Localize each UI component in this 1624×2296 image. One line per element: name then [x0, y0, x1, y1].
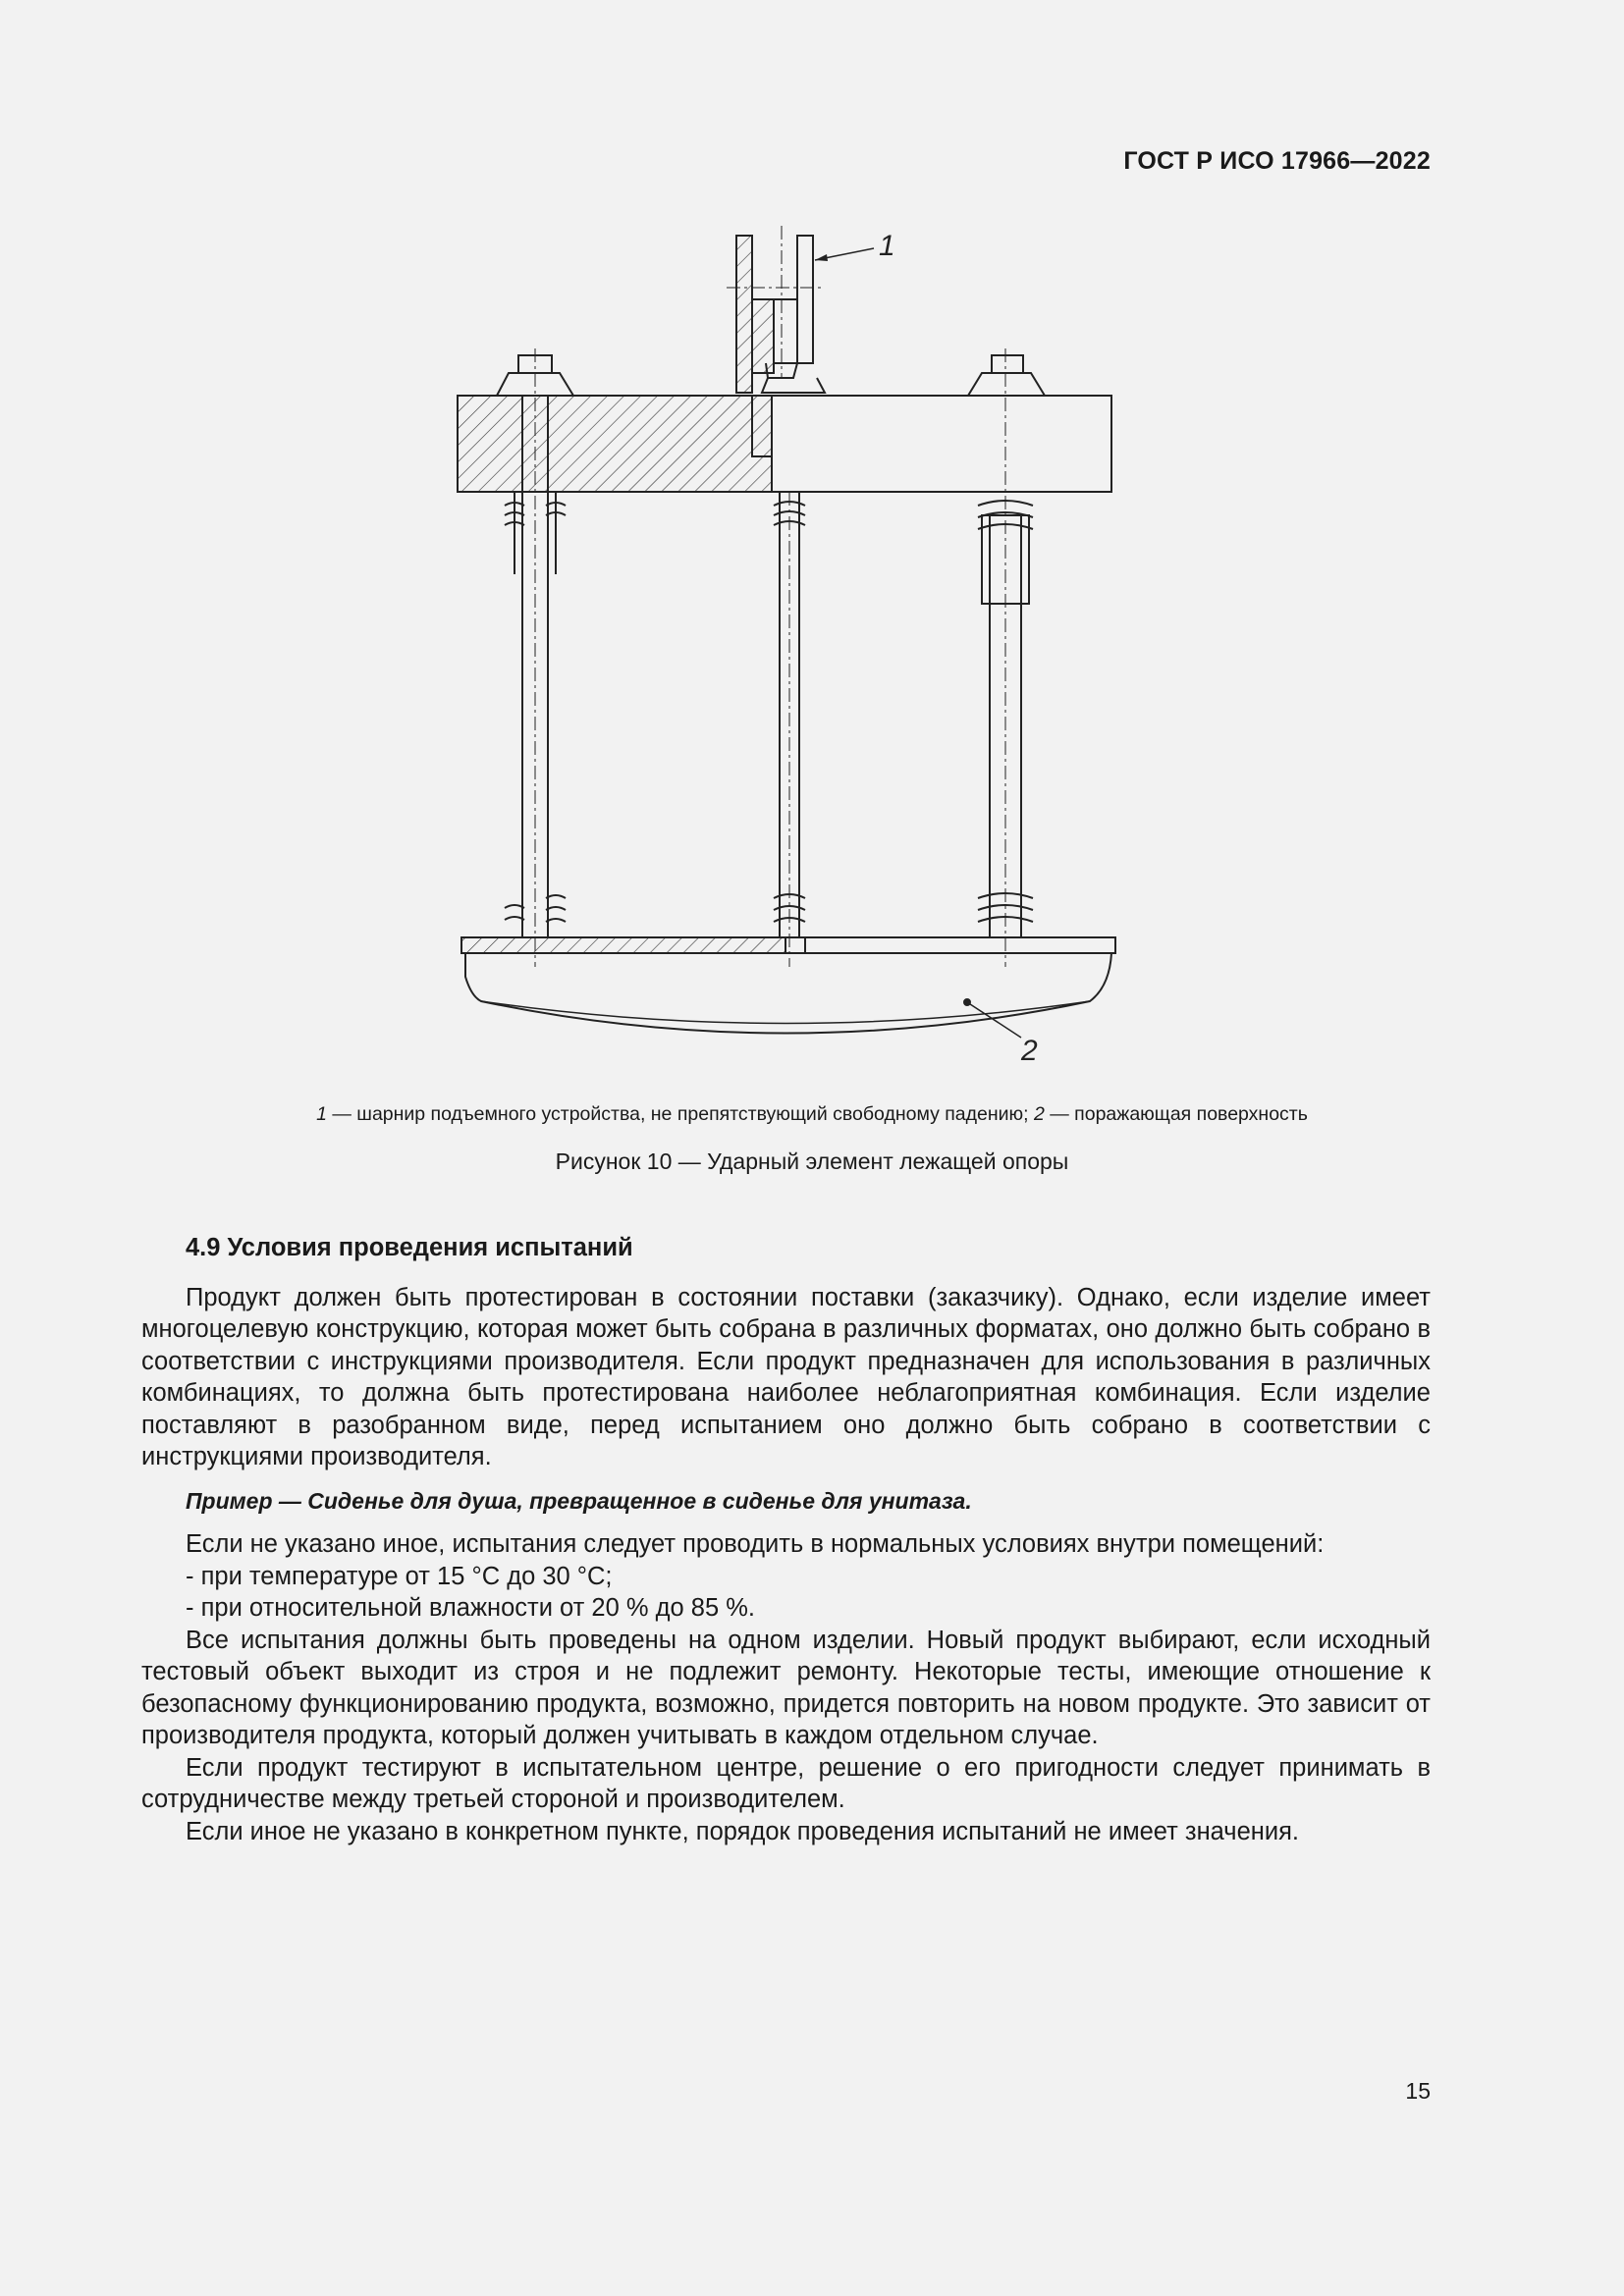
- legend-text-1: — шарнир подъемного устройства, не препятствующий свободному падению;: [326, 1103, 1034, 1125]
- example-line: Пример — Сиденье для душа, превращенное в сиденье для унитаза.: [186, 1487, 972, 1514]
- list-item: - при температуре от 15 °С до 30 °С;: [186, 1562, 613, 1590]
- legend-text-2: — поражающая поверхность: [1044, 1103, 1308, 1125]
- paragraph-4: Если продукт тестируют в испытательном центре, решение о его пригодности следует принимать в сотрудничестве между третьей стороной и производителем.: [141, 1753, 1431, 1813]
- lower-plate: [461, 937, 1115, 953]
- lifting-hinge: [727, 226, 825, 393]
- document-header: ГОСТ Р ИСО 17966—2022: [1123, 147, 1431, 175]
- upper-block: [458, 396, 1111, 492]
- legend-number-2: 2: [1033, 1103, 1045, 1125]
- paragraph-2: Если не указано иное, испытания следует проводить в нормальных условиях внутри помещений:: [186, 1530, 1325, 1558]
- paragraph-5: Если иное не указано в конкретном пункте, порядок проведения испытаний не имеет значения.: [186, 1817, 1299, 1845]
- section-content: [141, 1232, 1431, 1847]
- figure-legend: [0, 1103, 1624, 1126]
- impact-element-drawing: [432, 221, 1119, 1085]
- figure-impact-element: [432, 221, 1119, 1085]
- paragraph-3: Все испытания должны быть проведены на одном изделии. Новый продукт выбирают, если исходный тестовый объект выходит из строя и не подлежит ремонту. Некоторые тесты, имеющие отношение к безопасному функционированию продукта, возможно, придется повторить на новом продукте. Это зависит от производителя продукта, который должен учитывать в каждом отдельном случае.: [141, 1626, 1431, 1749]
- legend-number-1: 1: [316, 1103, 327, 1125]
- conditions-list: [141, 1561, 1431, 1625]
- section-heading: 4.9 Условия проведения испытаний: [186, 1234, 633, 1261]
- callout-2: 2: [1021, 1035, 1038, 1067]
- page-number: 15: [1405, 2078, 1431, 2104]
- callout-1: 1: [879, 230, 895, 262]
- striking-surface: [465, 953, 1111, 1034]
- figure-title: Рисунок 10 — Ударный элемент лежащей опоры: [555, 1148, 1069, 1174]
- list-item: - при относительной влажности от 20 % до 85 %.: [186, 1594, 755, 1622]
- paragraph-1: Продукт должен быть протестирован в состоянии поставки (заказчику). Однако, если изделие имеет многоцелевую конструкцию, которая может быть собрана в различных форматах, оно должно быть собрано в соответствии с инструкциями производителя. Если продукт предназначен для использования в различных комбинациях, то должна быть протестирована наиболее неблагоприятная комбинация. Если изделие поставляют в разобранном виде, перед испытанием оно должно быть собрано в соответствии с инструкциями производителя.: [141, 1283, 1431, 1470]
